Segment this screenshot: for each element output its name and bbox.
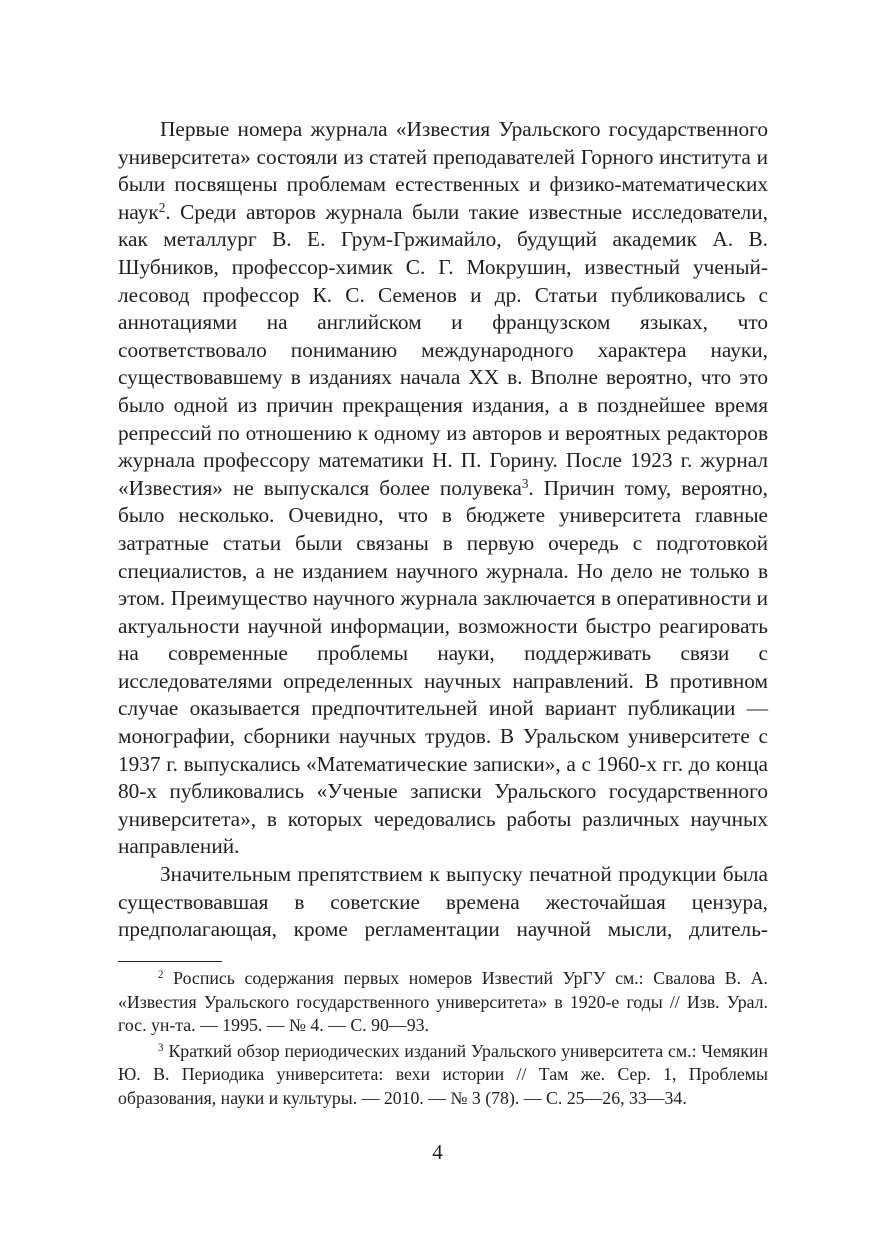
main-text xyxy=(118,116,768,944)
footnote-ref-2[interactable]: 2 xyxy=(158,199,166,215)
footnote-text: Роспись содержания первых номеров Известий УрГУ см.: Свалова В. А. «Известия Уральского государственного университета» в 1920-е годы // Изв. Урал. гос. ун-та. — 1995. — № 4. — С. 90—93. xyxy=(118,968,768,1035)
footnote-text: Краткий обзор периодических изданий Уральского университета см.: Чемякин Ю. В. Периодика университета: вехи истории // Там же. Сер. 1, Проблемы образования, науки и культуры. — 2010. — № 3 (78). — С. 25—26, 33—34. xyxy=(118,1040,768,1108)
paragraph-1-part-a: Первые номера журнала «Известия Уральского государственного университета» состояли из статей преподавателей Горного института и были посвящены проблемам естественных и физико-математических наук xyxy=(118,117,768,224)
footnote-ref-3[interactable]: 3 xyxy=(521,475,529,491)
footnotes xyxy=(118,967,768,1112)
footnote-2 xyxy=(118,967,768,1038)
footnote-number: 3 xyxy=(158,1041,164,1054)
paragraph-2: Значительным препятствием к выпуску печатной продукции была существовавшая в советские времена жесточайшая цензура, предполагающая, кроме регламентации научной мысли, длитель- xyxy=(118,862,768,942)
footnote-3 xyxy=(118,1040,768,1111)
paragraph-1-part-c: . Причин тому, вероятно, было несколько. Очевидно, что в бюджете университета главные затратные статьи были связаны в первую очередь с подготовкой специалистов, а не изданием научного журнала. Но дело не только в этом. Преимущество научного журнала заключается в оперативности и актуальности научной информации, возможности быстро реагировать на современные проблемы науки, поддерживать связи с исследователями определенных научных направлений. В противном случае оказывается предпочтительней иной вариант публикации — монографии, сборники научных трудов. В Уральском университете с 1937 г. выпускались «Математические записки», а с 1960-х гг. до конца 80-х публиковались «Ученые записки Уральского государственного университета», в которых чередовались работы различных научных направлений. xyxy=(118,475,768,859)
footnote-separator xyxy=(118,961,222,962)
paragraph-1-part-b: . Среди авторов журнала были такие известные исследователи, как металлург В. Е. Грум-Гржимайло, будущий академик А. В. Шубников, профессор-химик С. Г. Мокрушин, известный ученый-лесовод профессор К. С. Семенов и др. Статьи публиковались с аннотациями на английском и французском языках, что соответствовало пониманию международного характера науки, существовавшему в изданиях начала ХХ в. Вполне вероятно, что это было одной из причин прекращения издания, а в позднейшее время репрессий по отношению к одному из авторов и вероятных редакторов журнала профессору математики Н. П. Горину. После 1923 г. журнал «Известия» не выпускался более полувека xyxy=(118,199,768,500)
page-number: 4 xyxy=(432,1140,443,1164)
footnote-number: 2 xyxy=(158,968,164,981)
paragraph-1 xyxy=(118,116,768,861)
